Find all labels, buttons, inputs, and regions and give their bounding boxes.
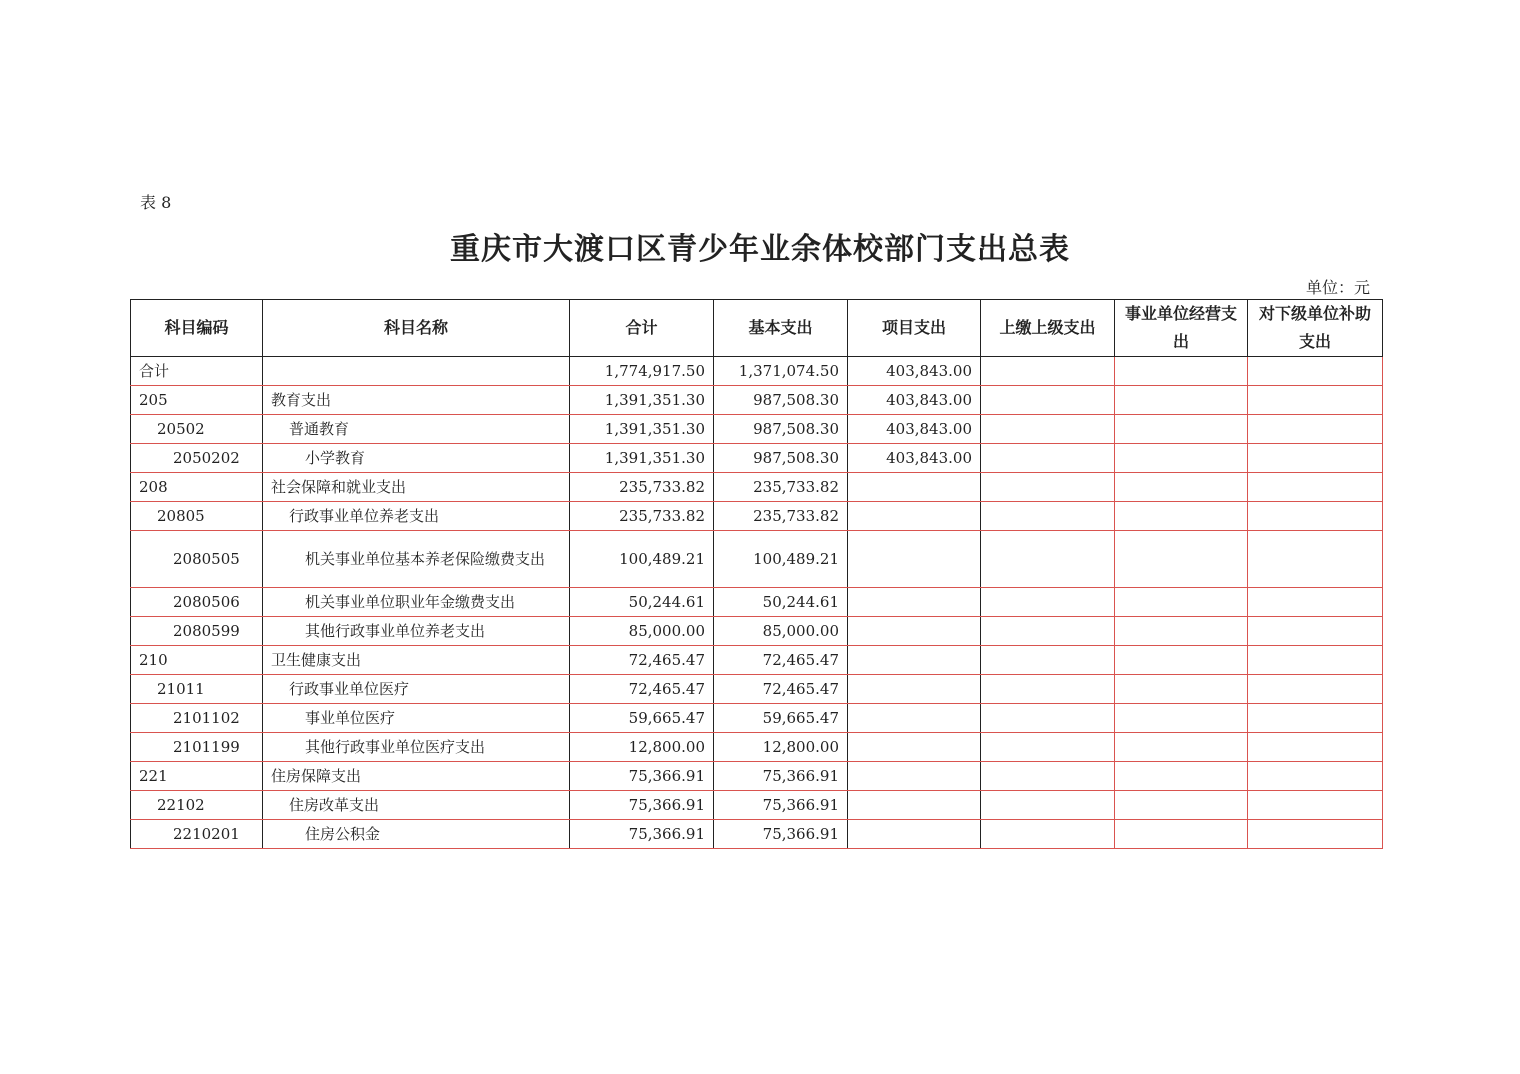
cell-name: 住房保障支出: [263, 762, 570, 791]
header-name: 科目名称: [263, 300, 570, 357]
table-row: [131, 415, 1383, 444]
cell-name: 行政事业单位医疗: [263, 675, 570, 704]
cell-subsidy: [1248, 675, 1383, 704]
cell-name: 社会保障和就业支出: [263, 473, 570, 502]
cell-name: 机关事业单位基本养老保险缴费支出: [263, 531, 570, 588]
table-row: [131, 733, 1383, 762]
cell-code: 21011: [131, 675, 263, 704]
cell-upper: [981, 646, 1115, 675]
cell-business: [1115, 762, 1248, 791]
cell-upper: [981, 444, 1115, 473]
cell-basic: 50,244.61: [714, 588, 848, 617]
cell-name: 小学教育: [263, 444, 570, 473]
table-row: [131, 791, 1383, 820]
cell-project: [848, 502, 981, 531]
cell-upper: [981, 386, 1115, 415]
cell-name: 住房公积金: [263, 820, 570, 849]
cell-code: 208: [131, 473, 263, 502]
unit-label: 单位：元: [1305, 278, 1370, 297]
table-row: [131, 588, 1383, 617]
cell-basic: 235,733.82: [714, 473, 848, 502]
table-row: [131, 704, 1383, 733]
cell-name: [263, 357, 570, 386]
cell-basic: 100,489.21: [714, 531, 848, 588]
table-row: [131, 502, 1383, 531]
cell-project: [848, 646, 981, 675]
cell-project: 403,843.00: [848, 386, 981, 415]
cell-upper: [981, 733, 1115, 762]
table-row: [131, 646, 1383, 675]
cell-business: [1115, 415, 1248, 444]
cell-project: [848, 762, 981, 791]
cell-name: 教育支出: [263, 386, 570, 415]
cell-code: 210: [131, 646, 263, 675]
cell-upper: [981, 588, 1115, 617]
cell-business: [1115, 502, 1248, 531]
cell-name: 卫生健康支出: [263, 646, 570, 675]
cell-name: 其他行政事业单位医疗支出: [263, 733, 570, 762]
cell-code: 20502: [131, 415, 263, 444]
cell-basic: 75,366.91: [714, 762, 848, 791]
cell-subsidy: [1248, 791, 1383, 820]
cell-subsidy: [1248, 820, 1383, 849]
cell-subsidy: [1248, 646, 1383, 675]
cell-name: 事业单位医疗: [263, 704, 570, 733]
table-row: [131, 617, 1383, 646]
cell-project: 403,843.00: [848, 415, 981, 444]
cell-business: [1115, 820, 1248, 849]
cell-business: [1115, 444, 1248, 473]
cell-business: [1115, 675, 1248, 704]
cell-upper: [981, 502, 1115, 531]
cell-code: 合计: [131, 357, 263, 386]
table-row: [131, 675, 1383, 704]
cell-subsidy: [1248, 762, 1383, 791]
header-subsidy: 对下级单位补助支出: [1248, 300, 1383, 357]
cell-code: 2101199: [131, 733, 263, 762]
cell-project: [848, 675, 981, 704]
cell-project: [848, 588, 981, 617]
cell-total: 1,391,351.30: [570, 415, 714, 444]
cell-upper: [981, 791, 1115, 820]
cell-code: 2101102: [131, 704, 263, 733]
cell-code: 20805: [131, 502, 263, 531]
cell-project: [848, 820, 981, 849]
page-title: 重庆市大渡口区青少年业余体校部门支出总表: [450, 232, 1070, 267]
header-total: 合计: [570, 300, 714, 357]
table-row: [131, 444, 1383, 473]
cell-basic: 59,665.47: [714, 704, 848, 733]
cell-business: [1115, 531, 1248, 588]
cell-basic: 987,508.30: [714, 415, 848, 444]
cell-project: [848, 733, 981, 762]
cell-name: 住房改革支出: [263, 791, 570, 820]
cell-basic: 12,800.00: [714, 733, 848, 762]
cell-subsidy: [1248, 444, 1383, 473]
cell-total: 235,733.82: [570, 502, 714, 531]
header-basic: 基本支出: [714, 300, 848, 357]
cell-basic: 987,508.30: [714, 444, 848, 473]
cell-subsidy: [1248, 386, 1383, 415]
cell-business: [1115, 386, 1248, 415]
cell-upper: [981, 357, 1115, 386]
cell-project: [848, 617, 981, 646]
cell-subsidy: [1248, 704, 1383, 733]
cell-upper: [981, 675, 1115, 704]
cell-name: 其他行政事业单位养老支出: [263, 617, 570, 646]
table-row: [131, 820, 1383, 849]
cell-name: 普通教育: [263, 415, 570, 444]
table-header-row: [131, 300, 1383, 357]
cell-subsidy: [1248, 415, 1383, 444]
cell-upper: [981, 820, 1115, 849]
cell-basic: 72,465.47: [714, 675, 848, 704]
cell-business: [1115, 733, 1248, 762]
cell-project: [848, 473, 981, 502]
cell-subsidy: [1248, 473, 1383, 502]
cell-business: [1115, 704, 1248, 733]
cell-subsidy: [1248, 733, 1383, 762]
cell-code: 221: [131, 762, 263, 791]
table-row: [131, 357, 1383, 386]
cell-name: 行政事业单位养老支出: [263, 502, 570, 531]
cell-total: 1,391,351.30: [570, 386, 714, 415]
cell-upper: [981, 617, 1115, 646]
cell-basic: 75,366.91: [714, 791, 848, 820]
cell-total: 72,465.47: [570, 646, 714, 675]
cell-business: [1115, 588, 1248, 617]
cell-total: 75,366.91: [570, 791, 714, 820]
cell-basic: 235,733.82: [714, 502, 848, 531]
cell-basic: 1,371,074.50: [714, 357, 848, 386]
cell-code: 2080599: [131, 617, 263, 646]
cell-subsidy: [1248, 588, 1383, 617]
cell-total: 1,774,917.50: [570, 357, 714, 386]
cell-subsidy: [1248, 617, 1383, 646]
cell-total: 50,244.61: [570, 588, 714, 617]
cell-basic: 75,366.91: [714, 820, 848, 849]
cell-upper: [981, 762, 1115, 791]
cell-total: 100,489.21: [570, 531, 714, 588]
cell-code: 2050202: [131, 444, 263, 473]
cell-total: 1,391,351.30: [570, 444, 714, 473]
header-business: 事业单位经营支出: [1115, 300, 1248, 357]
cell-business: [1115, 646, 1248, 675]
table-number-label: 表 8: [140, 193, 172, 212]
cell-upper: [981, 415, 1115, 444]
cell-code: 2080506: [131, 588, 263, 617]
cell-upper: [981, 473, 1115, 502]
cell-business: [1115, 617, 1248, 646]
cell-total: 72,465.47: [570, 675, 714, 704]
cell-total: 75,366.91: [570, 762, 714, 791]
cell-project: 403,843.00: [848, 444, 981, 473]
cell-project: [848, 531, 981, 588]
cell-subsidy: [1248, 531, 1383, 588]
cell-name: 机关事业单位职业年金缴费支出: [263, 588, 570, 617]
table-row: [131, 762, 1383, 791]
cell-business: [1115, 473, 1248, 502]
cell-business: [1115, 357, 1248, 386]
cell-business: [1115, 791, 1248, 820]
header-project: 项目支出: [848, 300, 981, 357]
table-row: [131, 473, 1383, 502]
table-row: [131, 531, 1383, 588]
cell-code: 2080505: [131, 531, 263, 588]
cell-subsidy: [1248, 502, 1383, 531]
cell-project: 403,843.00: [848, 357, 981, 386]
cell-basic: 72,465.47: [714, 646, 848, 675]
cell-subsidy: [1248, 357, 1383, 386]
cell-total: 235,733.82: [570, 473, 714, 502]
expenditure-table: [130, 299, 1383, 849]
cell-code: 2210201: [131, 820, 263, 849]
cell-total: 75,366.91: [570, 820, 714, 849]
cell-code: 22102: [131, 791, 263, 820]
cell-code: 205: [131, 386, 263, 415]
cell-basic: 987,508.30: [714, 386, 848, 415]
cell-total: 12,800.00: [570, 733, 714, 762]
header-code: 科目编码: [131, 300, 263, 357]
header-upper: 上缴上级支出: [981, 300, 1115, 357]
table-row: [131, 386, 1383, 415]
cell-project: [848, 704, 981, 733]
cell-project: [848, 791, 981, 820]
cell-upper: [981, 704, 1115, 733]
cell-upper: [981, 531, 1115, 588]
cell-total: 85,000.00: [570, 617, 714, 646]
cell-total: 59,665.47: [570, 704, 714, 733]
cell-basic: 85,000.00: [714, 617, 848, 646]
